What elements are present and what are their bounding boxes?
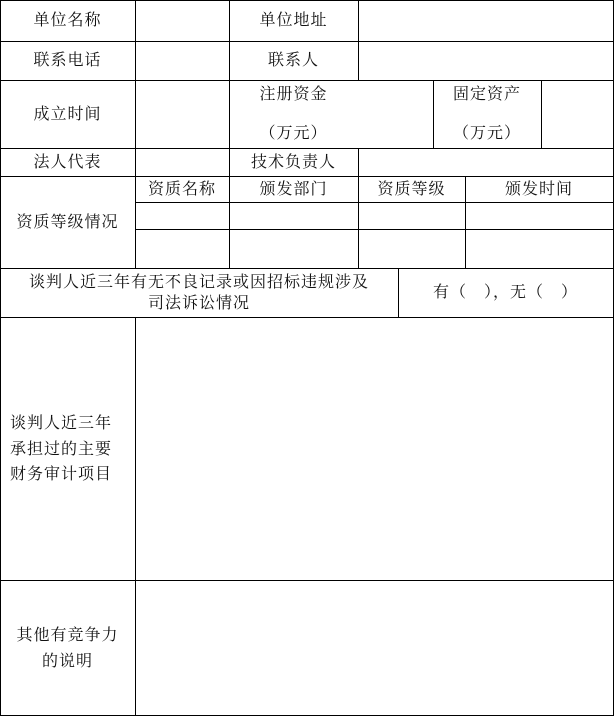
established-field[interactable] (136, 81, 229, 148)
competitive-label (0, 580, 135, 715)
competitive-line2: 的说明 (41, 650, 93, 670)
qualification-label: 资质等级情况 (16, 211, 119, 231)
qual-row-2-issuer[interactable] (230, 230, 358, 268)
qual-header-level: 资质等级 (377, 178, 446, 198)
unit-address-field[interactable] (359, 1, 613, 41)
legal-rep-field[interactable] (136, 149, 229, 176)
registered-capital-field[interactable] (359, 81, 433, 148)
tech-lead-label: 技术负责人 (250, 151, 336, 171)
projects-line1: 谈判人近三年 (10, 413, 113, 433)
fixed-assets-label (433, 80, 541, 148)
qual-row-1-issuer[interactable] (230, 203, 358, 229)
bad-record-line2: 司法诉讼情况 (147, 292, 250, 312)
projects-line3: 财务审计项目 (10, 464, 113, 484)
competitive-field[interactable] (136, 581, 613, 715)
phone-field[interactable] (136, 42, 229, 80)
qual-row-2-date[interactable] (466, 230, 613, 268)
fixed-assets-text: 固定资产 (452, 84, 521, 103)
unit-address-label: 单位地址 (259, 10, 328, 30)
qual-row-2-level[interactable] (359, 230, 465, 268)
established-label: 成立时间 (33, 103, 102, 123)
contact-field[interactable] (359, 42, 613, 80)
projects-line2: 承担过的主要 (10, 438, 113, 458)
projects-field[interactable] (136, 318, 613, 580)
qual-row-1-level[interactable] (359, 203, 465, 229)
phone-label: 联系电话 (33, 50, 102, 70)
contact-label: 联系人 (267, 50, 319, 70)
tech-lead-field[interactable] (359, 149, 613, 176)
registered-capital-text: 注册资金 (259, 84, 328, 103)
registered-capital-label (229, 80, 358, 148)
unit-name-label: 单位名称 (33, 10, 102, 30)
bad-record-label (0, 268, 398, 317)
unit-name-field[interactable] (136, 1, 229, 41)
registered-capital-unit: （万元） (259, 123, 328, 143)
qual-row-2-name[interactable] (136, 230, 229, 268)
qual-row-1-date[interactable] (466, 203, 613, 229)
qual-header-issuer: 颁发部门 (259, 178, 328, 198)
bad-record-options[interactable]: 有（ ），无（ ） (432, 282, 578, 302)
bad-record-line1: 谈判人近三年有无不良记录或因招标违规涉及 (28, 271, 369, 291)
legal-rep-label: 法人代表 (33, 151, 102, 171)
fixed-assets-field[interactable] (542, 81, 613, 148)
competitive-line1: 其他有竞争力 (16, 624, 119, 644)
qual-row-1-name[interactable] (136, 203, 229, 229)
qual-header-date: 颁发时间 (504, 178, 573, 198)
fixed-assets-unit: （万元） (452, 123, 521, 143)
projects-label (0, 317, 135, 580)
qual-header-name: 资质名称 (147, 178, 216, 198)
